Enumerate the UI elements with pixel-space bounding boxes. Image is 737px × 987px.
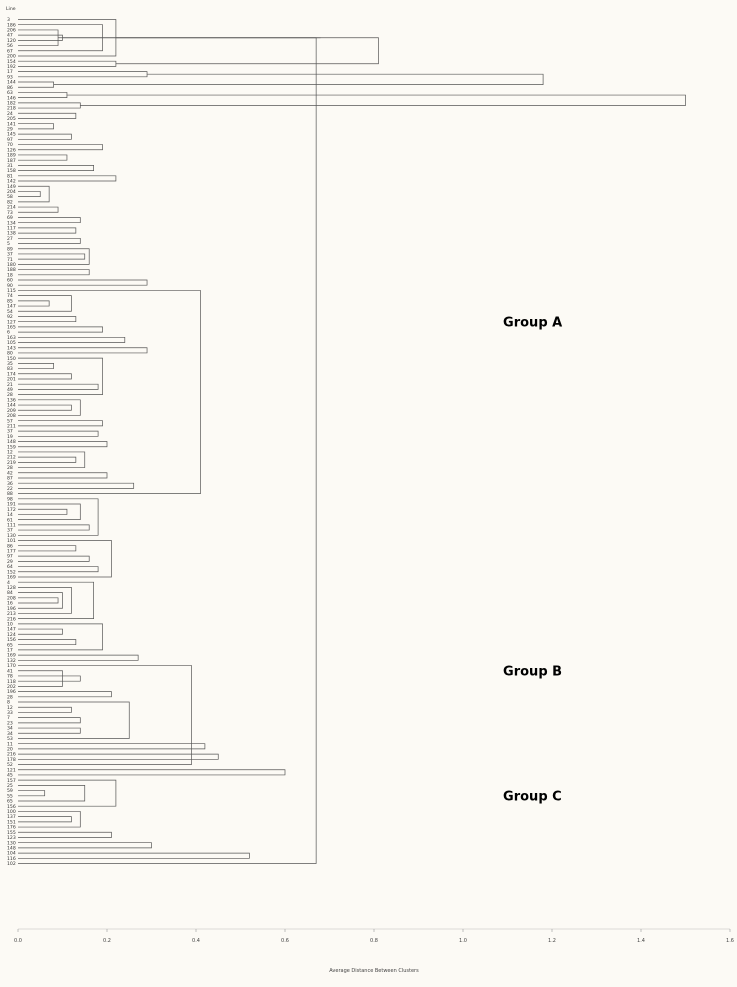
leaf-label: 156 (7, 804, 16, 810)
leaf-label: 142 (7, 179, 16, 185)
leaf-label: 124 (7, 632, 16, 638)
x-tick-label: 0.6 (281, 938, 289, 944)
leaf-label: 180 (7, 262, 16, 268)
dendrogram-link (18, 337, 125, 342)
dendrogram-link (18, 457, 76, 462)
leaf-label: 82 (7, 200, 13, 206)
dendrogram-link (18, 770, 285, 775)
dendrogram-link (18, 280, 147, 285)
leaf-label: 191 (7, 502, 16, 508)
leaf-label: 17 (7, 648, 13, 654)
leaf-label: 201 (7, 377, 16, 383)
leaf-label: 34 (7, 726, 13, 732)
leaf-label: 178 (7, 757, 16, 763)
leaf-label: 28 (7, 466, 13, 472)
leaf-label: 22 (7, 487, 13, 492)
dendrogram-link (18, 832, 111, 837)
leaf-label: 37 (7, 528, 13, 534)
leaf-label: 211 (7, 424, 16, 430)
dendrogram-link (18, 567, 98, 572)
dendrogram-link (18, 290, 200, 493)
dendrogram-link (18, 692, 111, 697)
group-annotation: Group C (503, 789, 562, 805)
dendrogram-link (18, 811, 80, 827)
leaf-label: 147 (7, 304, 16, 310)
leaf-label: 134 (7, 221, 16, 227)
leaf-label: 172 (7, 507, 16, 513)
leaf-label: 7 (7, 716, 10, 722)
dendrogram-link (18, 155, 67, 160)
dendrogram-link (18, 817, 71, 822)
leaf-label: 88 (7, 492, 13, 498)
leaf-label: 47 (7, 33, 13, 39)
dendrogram-link (18, 593, 63, 609)
dendrogram-link (18, 639, 76, 644)
dendrogram-link (18, 629, 63, 634)
leaf-label: 84 (7, 591, 13, 597)
leaf-label: 86 (7, 85, 13, 91)
dendrogram-link (67, 95, 686, 105)
leaf-label: 155 (7, 830, 16, 836)
leaf-label: 85 (7, 299, 13, 305)
dendrogram-link (18, 238, 80, 243)
leaf-label: 132 (7, 658, 16, 664)
leaf-label: 71 (7, 257, 13, 263)
leaf-label: 189 (7, 153, 16, 159)
leaf-label: 10 (7, 622, 13, 628)
dendrogram-link (18, 145, 103, 150)
leaf-label: 128 (7, 585, 16, 591)
dendrogram-link (18, 217, 80, 222)
leaf-label: 130 (7, 533, 16, 539)
leaf-label: 42 (7, 471, 13, 477)
dendrogram-link (18, 442, 107, 447)
leaf-label: 170 (7, 664, 16, 670)
dendrogram-link (18, 249, 89, 265)
dendrogram-link (18, 103, 80, 108)
dendrogram-link (18, 254, 85, 259)
leaf-label: 49 (7, 388, 13, 394)
x-tick-label: 1.6 (726, 938, 734, 944)
leaf-label: 196 (7, 606, 16, 612)
y-axis-label: Line (6, 7, 16, 12)
leaf-label: 200 (7, 54, 16, 60)
leaf-label: 14 (7, 513, 13, 519)
leaf-label: 52 (7, 763, 13, 769)
dendrogram-link (18, 676, 80, 681)
leaf-label: 3 (7, 18, 10, 24)
leaf-label: 97 (7, 554, 13, 560)
leaf-label: 136 (7, 398, 16, 404)
x-tick-label: 0.4 (192, 938, 200, 944)
leaf-label: 123 (7, 836, 16, 842)
leaf-label: 141 (7, 122, 16, 128)
leaf-label: 12 (7, 450, 13, 456)
dendrogram-link (18, 843, 152, 848)
dendrogram-link (18, 473, 107, 478)
leaf-label: 53 (7, 737, 13, 743)
leaf-label: 56 (7, 44, 13, 50)
leaf-label: 150 (7, 356, 16, 362)
leaf-label: 182 (7, 101, 16, 107)
dendrogram-link (18, 546, 76, 551)
dendrogram-link (18, 113, 76, 118)
leaf-label: 116 (7, 856, 16, 862)
leaf-label: 169 (7, 653, 16, 659)
leaf-label: 117 (7, 226, 16, 232)
leaf-label: 6 (7, 330, 10, 336)
leaf-label: 205 (7, 117, 16, 123)
leaf-label: 130 (7, 841, 16, 847)
leaf-label: 60 (7, 278, 13, 284)
leaf-label: 57 (7, 419, 13, 425)
dendrogram-link (18, 431, 98, 436)
group-annotation: Group A (503, 315, 563, 331)
leaf-label: 204 (7, 190, 16, 196)
leaf-label: 143 (7, 346, 16, 352)
leaf-label: 102 (7, 862, 16, 868)
dendrogram-link (18, 624, 103, 650)
dendrogram-link (18, 400, 80, 416)
dendrogram-link (18, 718, 80, 723)
leaf-label: 126 (7, 148, 16, 154)
leaf-label: 97 (7, 137, 13, 143)
leaf-label: 165 (7, 325, 16, 331)
leaf-label: 4 (7, 580, 10, 586)
leaf-label: 11 (7, 742, 13, 748)
leaf-label: 152 (7, 570, 16, 576)
leaf-label: 19 (7, 434, 13, 440)
dendrogram-link (18, 785, 85, 801)
dendrogram-link (18, 327, 103, 332)
leaf-label: 208 (7, 596, 16, 602)
leaf-label: 148 (7, 846, 16, 852)
leaf-label: 177 (7, 549, 16, 555)
leaf-label: 216 (7, 617, 16, 623)
leaf-label: 145 (7, 132, 16, 138)
dendrogram-link (18, 176, 116, 181)
leaf-label: 154 (7, 59, 16, 65)
dendrogram-link (18, 61, 116, 66)
leaf-label: 64 (7, 565, 13, 571)
leaf-label: 208 (7, 414, 16, 420)
dendrogram-link (18, 525, 89, 530)
leaf-label: 174 (7, 372, 16, 378)
x-tick-label: 1.4 (637, 938, 645, 944)
leaf-label: 63 (7, 91, 13, 97)
dendrogram-link (18, 707, 71, 712)
leaf-label: 21 (7, 382, 13, 388)
leaf-label: 149 (7, 184, 16, 190)
dendrogram-link (18, 791, 45, 796)
leaf-label: 29 (7, 127, 13, 133)
leaf-label: 146 (7, 96, 16, 102)
leaf-label: 218 (7, 106, 16, 112)
dendrogram-link (18, 780, 116, 806)
leaf-label: 144 (7, 80, 16, 86)
leaf-label: 45 (7, 773, 13, 779)
leaf-label: 33 (7, 711, 13, 717)
leaf-label: 157 (7, 778, 16, 784)
leaf-label: 188 (7, 268, 16, 274)
dendrogram-link (18, 655, 138, 660)
x-tick-label: 0.8 (370, 938, 378, 944)
leaf-label: 100 (7, 810, 16, 816)
leaf-label: 83 (7, 367, 13, 373)
leaf-label: 115 (7, 289, 16, 295)
dendrogram-link (18, 405, 71, 410)
leaf-label: 206 (7, 28, 16, 34)
leaf-label: 163 (7, 335, 16, 341)
leaf-label: 196 (7, 690, 16, 696)
dendrogram-link (18, 270, 89, 275)
leaf-label: 101 (7, 539, 16, 545)
leaf-label: 176 (7, 825, 16, 831)
dendrogram-link (18, 363, 54, 368)
leaf-label: 58 (7, 195, 13, 201)
leaf-label: 138 (7, 231, 16, 237)
leaf-label: 28 (7, 393, 13, 399)
dendrogram-link (18, 30, 58, 46)
leaf-label: 35 (7, 361, 13, 367)
dendrogram-link (18, 744, 205, 749)
leaf-label: 31 (7, 163, 13, 169)
leaf-label: 86 (7, 544, 13, 550)
leaf-label: 213 (7, 612, 16, 618)
leaf-label: 81 (7, 174, 13, 180)
dendrogram-link (116, 38, 379, 64)
leaf-label: 73 (7, 210, 13, 216)
leaf-label: 212 (7, 455, 16, 461)
leaf-label: 78 (7, 674, 13, 680)
leaf-label: 159 (7, 445, 16, 451)
leaf-label: 61 (7, 518, 13, 524)
leaf-label: 121 (7, 768, 16, 774)
leaf-label: 93 (7, 75, 13, 81)
dendrogram-link (18, 38, 316, 864)
dendrogram-link (54, 74, 543, 84)
dendrogram-link (18, 374, 71, 379)
dendrogram-link (18, 556, 89, 561)
leaf-label: 23 (7, 721, 13, 727)
leaf-label: 144 (7, 403, 16, 409)
leaf-label: 37 (7, 252, 13, 258)
leaf-label: 209 (7, 408, 16, 414)
leaf-label: 105 (7, 341, 16, 347)
leaf-label: 137 (7, 815, 16, 821)
leaf-label: 27 (7, 236, 13, 242)
dendrogram-link (18, 316, 76, 321)
leaf-label: 187 (7, 158, 16, 164)
dendrogram-link (18, 598, 58, 603)
dendrogram-link (18, 35, 63, 40)
leaf-label: 65 (7, 643, 13, 649)
leaf-label: 8 (7, 700, 10, 706)
leaf-label: 41 (7, 669, 13, 675)
leaf-label: 89 (7, 247, 13, 253)
leaf-label: 186 (7, 23, 16, 29)
dendrogram-link (18, 301, 49, 306)
dendrogram-link (18, 82, 54, 87)
dendrogram-link (18, 587, 71, 613)
leaf-label: 37 (7, 429, 13, 435)
leaf-label: 120 (7, 38, 16, 44)
dendrogram-link (18, 348, 147, 353)
leaf-label: 147 (7, 627, 16, 633)
leaf-label: 111 (7, 523, 16, 529)
leaf-label: 214 (7, 205, 16, 211)
dendrogram-link (18, 384, 98, 389)
leaf-label: 59 (7, 789, 13, 795)
dendrogram-link (18, 186, 49, 202)
x-tick-label: 1.2 (548, 938, 556, 944)
dendrogram-link (18, 754, 218, 759)
x-tick-label: 0.2 (103, 938, 111, 944)
leaf-label: 17 (7, 70, 13, 76)
leaf-label: 34 (7, 731, 13, 737)
dendrogram-link (18, 124, 54, 129)
leaf-label: 16 (7, 601, 13, 607)
leaf-label: 67 (7, 49, 13, 55)
dendrogram-link (18, 666, 192, 765)
leaf-label: 12 (7, 705, 13, 711)
dendrogram-link (18, 228, 76, 233)
dendrogram-link (18, 452, 85, 468)
leaf-label: 118 (7, 679, 16, 685)
leaf-label: 29 (7, 559, 13, 565)
dendrogram-link (18, 165, 94, 170)
leaf-label: 69 (7, 216, 13, 222)
leaf-label: 90 (7, 283, 13, 289)
leaf-label: 65 (7, 799, 13, 805)
dendrogram-link (18, 728, 80, 733)
dendrogram-link (18, 207, 58, 212)
leaf-label: 54 (7, 309, 13, 315)
dendrogram-link (18, 671, 63, 687)
dendrogram-link (18, 853, 249, 858)
dendrogram-link (18, 296, 71, 312)
leaf-label: 216 (7, 752, 16, 758)
leaf-label: 98 (7, 497, 13, 503)
leaf-label: 74 (7, 294, 13, 300)
x-tick-label: 1.0 (459, 938, 467, 944)
leaf-label: 148 (7, 440, 16, 446)
leaf-label: 24 (7, 111, 13, 117)
leaf-label: 70 (7, 143, 13, 149)
leaf-label: 36 (7, 481, 13, 487)
leaf-label: 127 (7, 320, 16, 326)
dendrogram-link (18, 483, 134, 488)
leaf-label: 192 (7, 64, 16, 70)
dendrogram-link (18, 134, 71, 139)
leaf-label: 25 (7, 783, 13, 789)
dendrogram-link (18, 92, 67, 97)
dendrogram-link (18, 191, 40, 196)
leaf-label: 151 (7, 820, 16, 826)
leaf-label: 158 (7, 169, 16, 175)
dendrogram-link (18, 72, 147, 77)
leaf-label: 92 (7, 315, 13, 321)
leaf-label: 20 (7, 747, 13, 753)
leaf-label: 87 (7, 476, 13, 482)
dendrogram-link (18, 504, 80, 520)
dendrogram-link (18, 509, 67, 514)
leaf-label: 55 (7, 794, 13, 800)
x-tick-label: 0.0 (14, 938, 22, 944)
leaf-label: 219 (7, 460, 16, 466)
leaf-label: 80 (7, 351, 13, 357)
x-axis-title: Average Distance Between Clusters (329, 968, 419, 974)
leaf-label: 104 (7, 851, 16, 857)
leaf-label: 28 (7, 695, 13, 701)
leaf-label: 202 (7, 684, 16, 690)
dendrogram-link (18, 421, 103, 426)
leaf-label: 169 (7, 575, 16, 581)
group-annotation: Group B (503, 664, 563, 680)
leaf-label: 156 (7, 638, 16, 644)
leaf-label: 5 (7, 242, 10, 248)
leaf-label: 18 (7, 273, 13, 279)
